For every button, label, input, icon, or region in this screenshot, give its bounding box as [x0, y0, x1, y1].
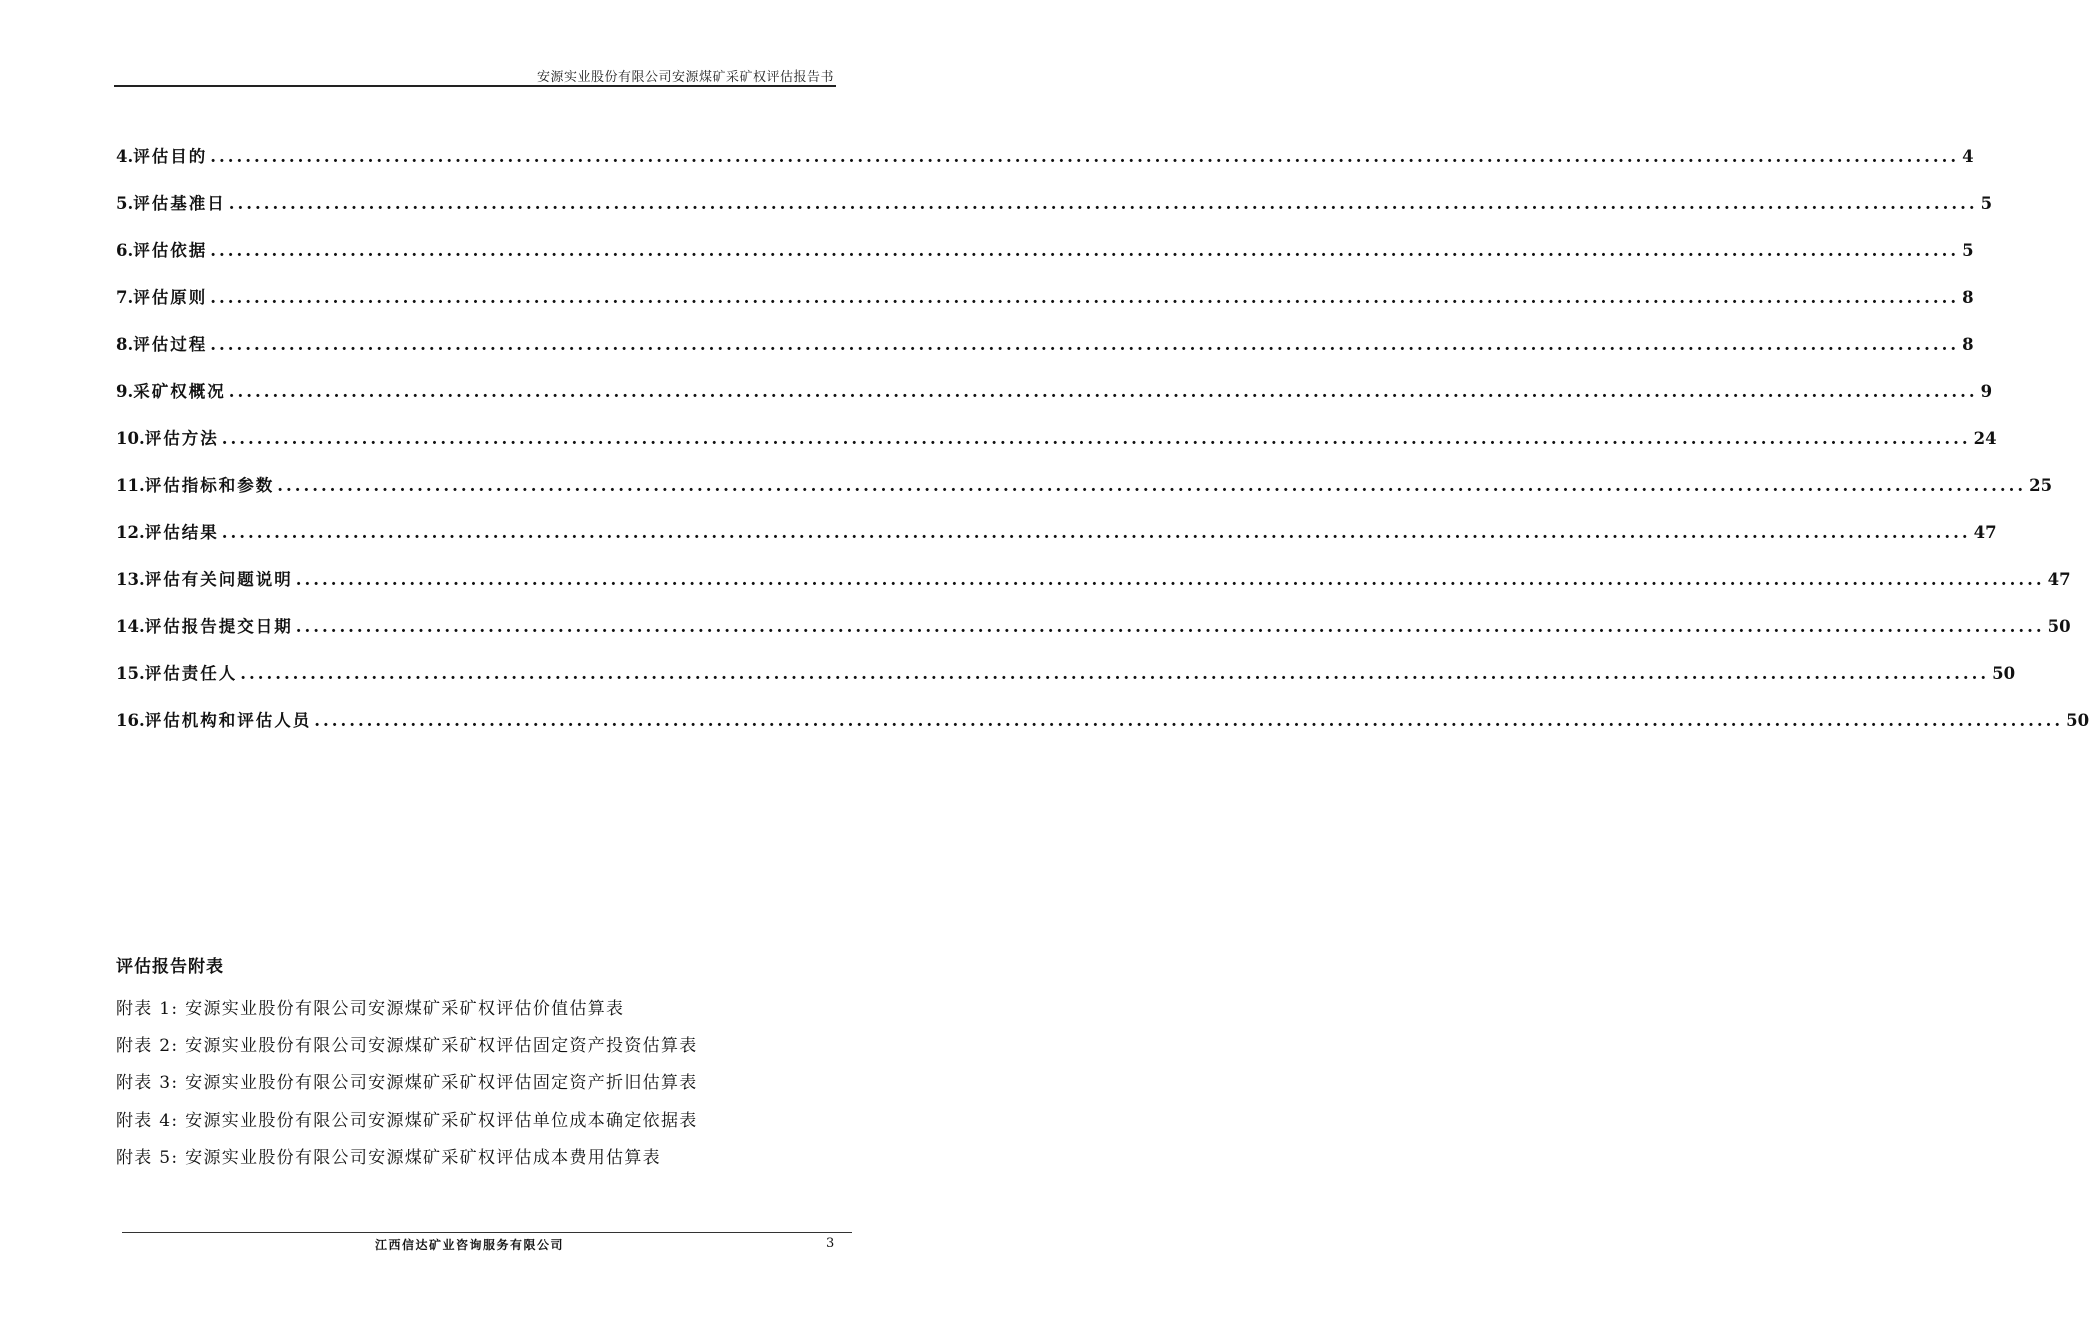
toc-entry-number: 15.	[116, 664, 145, 683]
page-number: 3	[826, 1236, 835, 1251]
toc-entry-page: 50	[2047, 617, 2071, 636]
toc-entry-number: 9.	[116, 382, 134, 401]
toc-entry-number: 6.	[116, 241, 134, 260]
toc-entry[interactable]	[116, 660, 2016, 707]
appendix-item[interactable]: 附表 5: 安源实业股份有限公司安源煤矿采矿权评估成本费用估算表	[116, 1147, 661, 1168]
toc-entry-number: 10.	[116, 429, 145, 448]
toc-leader-dots: ........................................................................................................................................................................................................	[277, 476, 2027, 495]
toc-entry-page: 47	[1973, 523, 1997, 542]
toc-entry[interactable]	[116, 613, 2071, 660]
toc-entry-number: 14.	[116, 617, 145, 636]
toc-entry-page: 8	[1962, 288, 1974, 307]
toc-entry-page: 5	[1980, 194, 1993, 213]
toc-entry[interactable]	[116, 378, 1993, 425]
toc-entry[interactable]	[116, 284, 1974, 331]
toc-entry-number: 7.	[116, 288, 134, 307]
toc-entry-title: 评估原则	[133, 288, 208, 307]
toc-entry-page: 9	[1980, 382, 1993, 401]
toc-entry-page: 47	[2047, 570, 2071, 589]
appendix-item[interactable]: 附表 4: 安源实业股份有限公司安源煤矿采矿权评估单位成本确定依据表	[116, 1110, 698, 1131]
toc-entry-number: 5.	[116, 194, 134, 213]
toc-entry-title: 评估指标和参数	[144, 476, 275, 495]
toc-entry-page: 8	[1962, 335, 1974, 354]
footer-company-name: 江西信达矿业咨询服务有限公司	[375, 1238, 565, 1252]
toc-entry[interactable]	[116, 472, 2053, 519]
toc-entry-number: 13.	[116, 570, 145, 589]
toc-leader-dots: ........................................................................................................................................................................................................	[228, 382, 1978, 401]
toc-leader-dots: ........................................................................................................................................................................................................	[295, 570, 2045, 589]
toc-entry-page: 25	[2029, 476, 2053, 495]
toc-leader-dots: ........................................................................................................................................................................................................	[210, 241, 1960, 260]
appendix-item[interactable]: 附表 2: 安源实业股份有限公司安源煤矿采矿权评估固定资产投资估算表	[116, 1036, 698, 1057]
toc-entry-page: 50	[2066, 711, 2089, 730]
appendix-item[interactable]: 附表 3: 安源实业股份有限公司安源煤矿采矿权评估固定资产折旧估算表	[116, 1073, 698, 1094]
toc-entry[interactable]	[116, 566, 2071, 613]
toc-entry-number: 8.	[116, 335, 134, 354]
toc-entry-title: 采矿权概况	[133, 382, 226, 401]
toc-entry[interactable]	[116, 331, 1974, 378]
toc-leader-dots: ........................................................................................................................................................................................................	[210, 147, 1960, 166]
toc-leader-dots: ........................................................................................................................................................................................................	[228, 194, 1978, 213]
toc-entry[interactable]	[116, 425, 1997, 472]
toc-entry-page: 24	[1973, 429, 1997, 448]
toc-leader-dots: ........................................................................................................................................................................................................	[240, 664, 1990, 683]
footer-rule	[122, 1232, 852, 1233]
toc-leader-dots: ........................................................................................................................................................................................................	[210, 335, 1960, 354]
toc-entry-page: 5	[1962, 241, 1974, 260]
toc-entry[interactable]	[116, 237, 1974, 284]
toc-entry-number: 4.	[116, 147, 134, 166]
toc-entry-number: 16.	[116, 711, 145, 730]
toc-entry[interactable]	[116, 143, 1974, 190]
toc-entry[interactable]	[116, 707, 2089, 754]
toc-entry[interactable]	[116, 190, 1993, 237]
toc-entry-title: 评估方法	[144, 429, 219, 448]
appendix-heading: 评估报告附表	[116, 957, 224, 977]
toc-entry[interactable]	[116, 519, 1997, 566]
toc-entry-title: 评估目的	[133, 147, 208, 166]
toc-leader-dots: ........................................................................................................................................................................................................	[295, 617, 2045, 636]
toc-leader-dots: ........................................................................................................................................................................................................	[221, 523, 1971, 542]
appendix-item[interactable]: 附表 1: 安源实业股份有限公司安源煤矿采矿权评估价值估算表	[116, 999, 625, 1019]
toc-entry-page: 4	[1962, 147, 1974, 166]
toc-leader-dots: ........................................................................................................................................................................................................	[210, 288, 1960, 307]
toc-entry-title: 评估机构和评估人员	[144, 711, 312, 730]
header-rule	[114, 85, 836, 87]
toc-entry-title: 评估报告提交日期	[144, 617, 293, 636]
toc-leader-dots: ........................................................................................................................................................................................................	[314, 711, 2064, 730]
table-of-contents	[116, 143, 2089, 754]
toc-entry-number: 12.	[116, 523, 145, 542]
toc-entry-title: 评估基准日	[133, 194, 226, 213]
toc-entry-title: 评估责任人	[144, 664, 238, 683]
toc-entry-title: 评估依据	[133, 241, 208, 260]
toc-entry-title: 评估过程	[133, 335, 208, 354]
running-header: 安源实业股份有限公司安源煤矿采矿权评估报告书	[536, 70, 834, 85]
toc-entry-number: 11.	[116, 476, 145, 495]
toc-entry-page: 50	[1992, 664, 2016, 683]
toc-entry-title: 评估有关问题说明	[144, 570, 293, 589]
toc-entry-title: 评估结果	[144, 523, 219, 542]
appendix-list	[116, 994, 698, 1180]
toc-leader-dots: ........................................................................................................................................................................................................	[221, 429, 1971, 448]
